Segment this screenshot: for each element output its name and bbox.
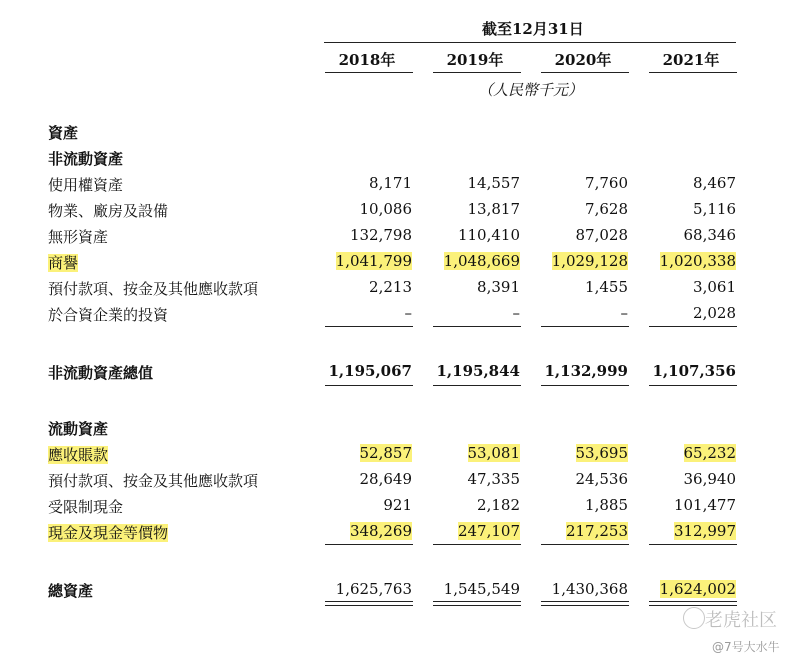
double-rule [433,601,521,606]
cell-highlighted: 52,857 [359,444,412,462]
cell-highlighted: 247,107 [457,522,520,540]
subtotal-rule [541,544,629,545]
double-rule [541,601,629,606]
cell-highlighted: 53,695 [575,444,628,462]
section-current-assets: 流動資產 [48,420,109,438]
cell: 8,171 [369,174,412,192]
row-label-total: 非流動資產總值 [48,364,154,382]
cell: 7,760 [585,174,628,192]
cell: 36,940 [683,470,736,488]
watermark-author: @7号大水牛 [712,640,780,654]
cell: 132,798 [349,226,412,244]
total-rule [649,385,737,386]
cell-total: 1,132,999 [544,362,628,380]
cell: 7,628 [585,200,628,218]
cell: – [404,304,412,322]
row-label-highlighted: 商譽 [48,254,79,272]
cell-grand-total-highlighted: 1,624,002 [659,580,736,598]
cell-total: 1,195,067 [328,362,412,380]
row-label: 預付款項、按金及其他應收款項 [48,280,259,298]
subtotal-rule [649,544,737,545]
row-label: 物業、廠房及設備 [48,202,169,220]
double-rule [325,601,413,606]
total-rule [325,385,413,386]
cell: 921 [383,496,412,514]
cell: 87,028 [575,226,628,244]
cell: 1,455 [585,278,628,296]
section-non-current-assets: 非流動資產 [48,150,124,168]
cell-total: 1,195,844 [436,362,520,380]
cell: 1,885 [585,496,628,514]
cell-grand-total: 1,430,368 [551,580,628,598]
year-2021: 2021年 [662,51,720,69]
cell-grand-total: 1,545,549 [443,580,520,598]
cell: 10,086 [359,200,412,218]
cell: 2,028 [693,304,736,322]
cell: 5,116 [693,200,736,218]
year-2019: 2019年 [446,51,504,69]
cell-highlighted: 1,048,669 [443,252,520,270]
subtotal-rule [325,326,413,327]
watermark-brand: 老虎社区 [705,610,777,631]
cell-highlighted: 1,041,799 [335,252,412,270]
cell-highlighted: 1,020,338 [659,252,736,270]
cell: 101,477 [673,496,736,514]
total-rule [541,385,629,386]
cell: 2,182 [477,496,520,514]
cell: 8,391 [477,278,520,296]
row-label-highlighted: 應收賬款 [48,446,109,464]
row-label: 於合資企業的投資 [48,306,169,324]
subtotal-rule [649,326,737,327]
cell-grand-total: 1,625,763 [335,580,412,598]
cell-highlighted: 217,253 [565,522,628,540]
year-underline [433,72,521,73]
subtotal-rule [325,544,413,545]
subtotal-rule [433,544,521,545]
period-underline [324,42,736,43]
cell: 2,213 [369,278,412,296]
cell: 24,536 [575,470,628,488]
year-underline [649,72,737,73]
cell-total: 1,107,356 [652,362,736,380]
year-2018: 2018年 [338,51,396,69]
cell: 47,335 [467,470,520,488]
unit-note: （人民幣千元） [478,81,584,99]
cell: – [620,304,628,322]
row-label: 預付款項、按金及其他應收款項 [48,472,259,490]
year-underline [541,72,629,73]
cell-highlighted: 65,232 [683,444,736,462]
cell: 13,817 [467,200,520,218]
cell: – [512,304,520,322]
tiger-logo-icon [683,607,705,629]
cell: 14,557 [467,174,520,192]
period-heading: 截至12月31日 [482,20,584,38]
row-label-highlighted: 現金及現金等價物 [48,524,169,542]
subtotal-rule [541,326,629,327]
total-rule [433,385,521,386]
cell-highlighted: 53,081 [467,444,520,462]
year-2020: 2020年 [554,51,612,69]
subtotal-rule [433,326,521,327]
cell-highlighted: 312,997 [673,522,736,540]
cell-highlighted: 348,269 [349,522,412,540]
cell-highlighted: 1,029,128 [551,252,628,270]
section-assets: 資產 [48,124,79,142]
cell: 68,346 [683,226,736,244]
cell: 3,061 [693,278,736,296]
year-underline [325,72,413,73]
row-label: 使用權資產 [48,176,124,194]
cell: 28,649 [359,470,412,488]
row-label: 無形資產 [48,228,109,246]
cell: 8,467 [693,174,736,192]
row-label-grand-total: 總資產 [48,582,94,600]
row-label: 受限制現金 [48,498,124,516]
cell: 110,410 [457,226,520,244]
